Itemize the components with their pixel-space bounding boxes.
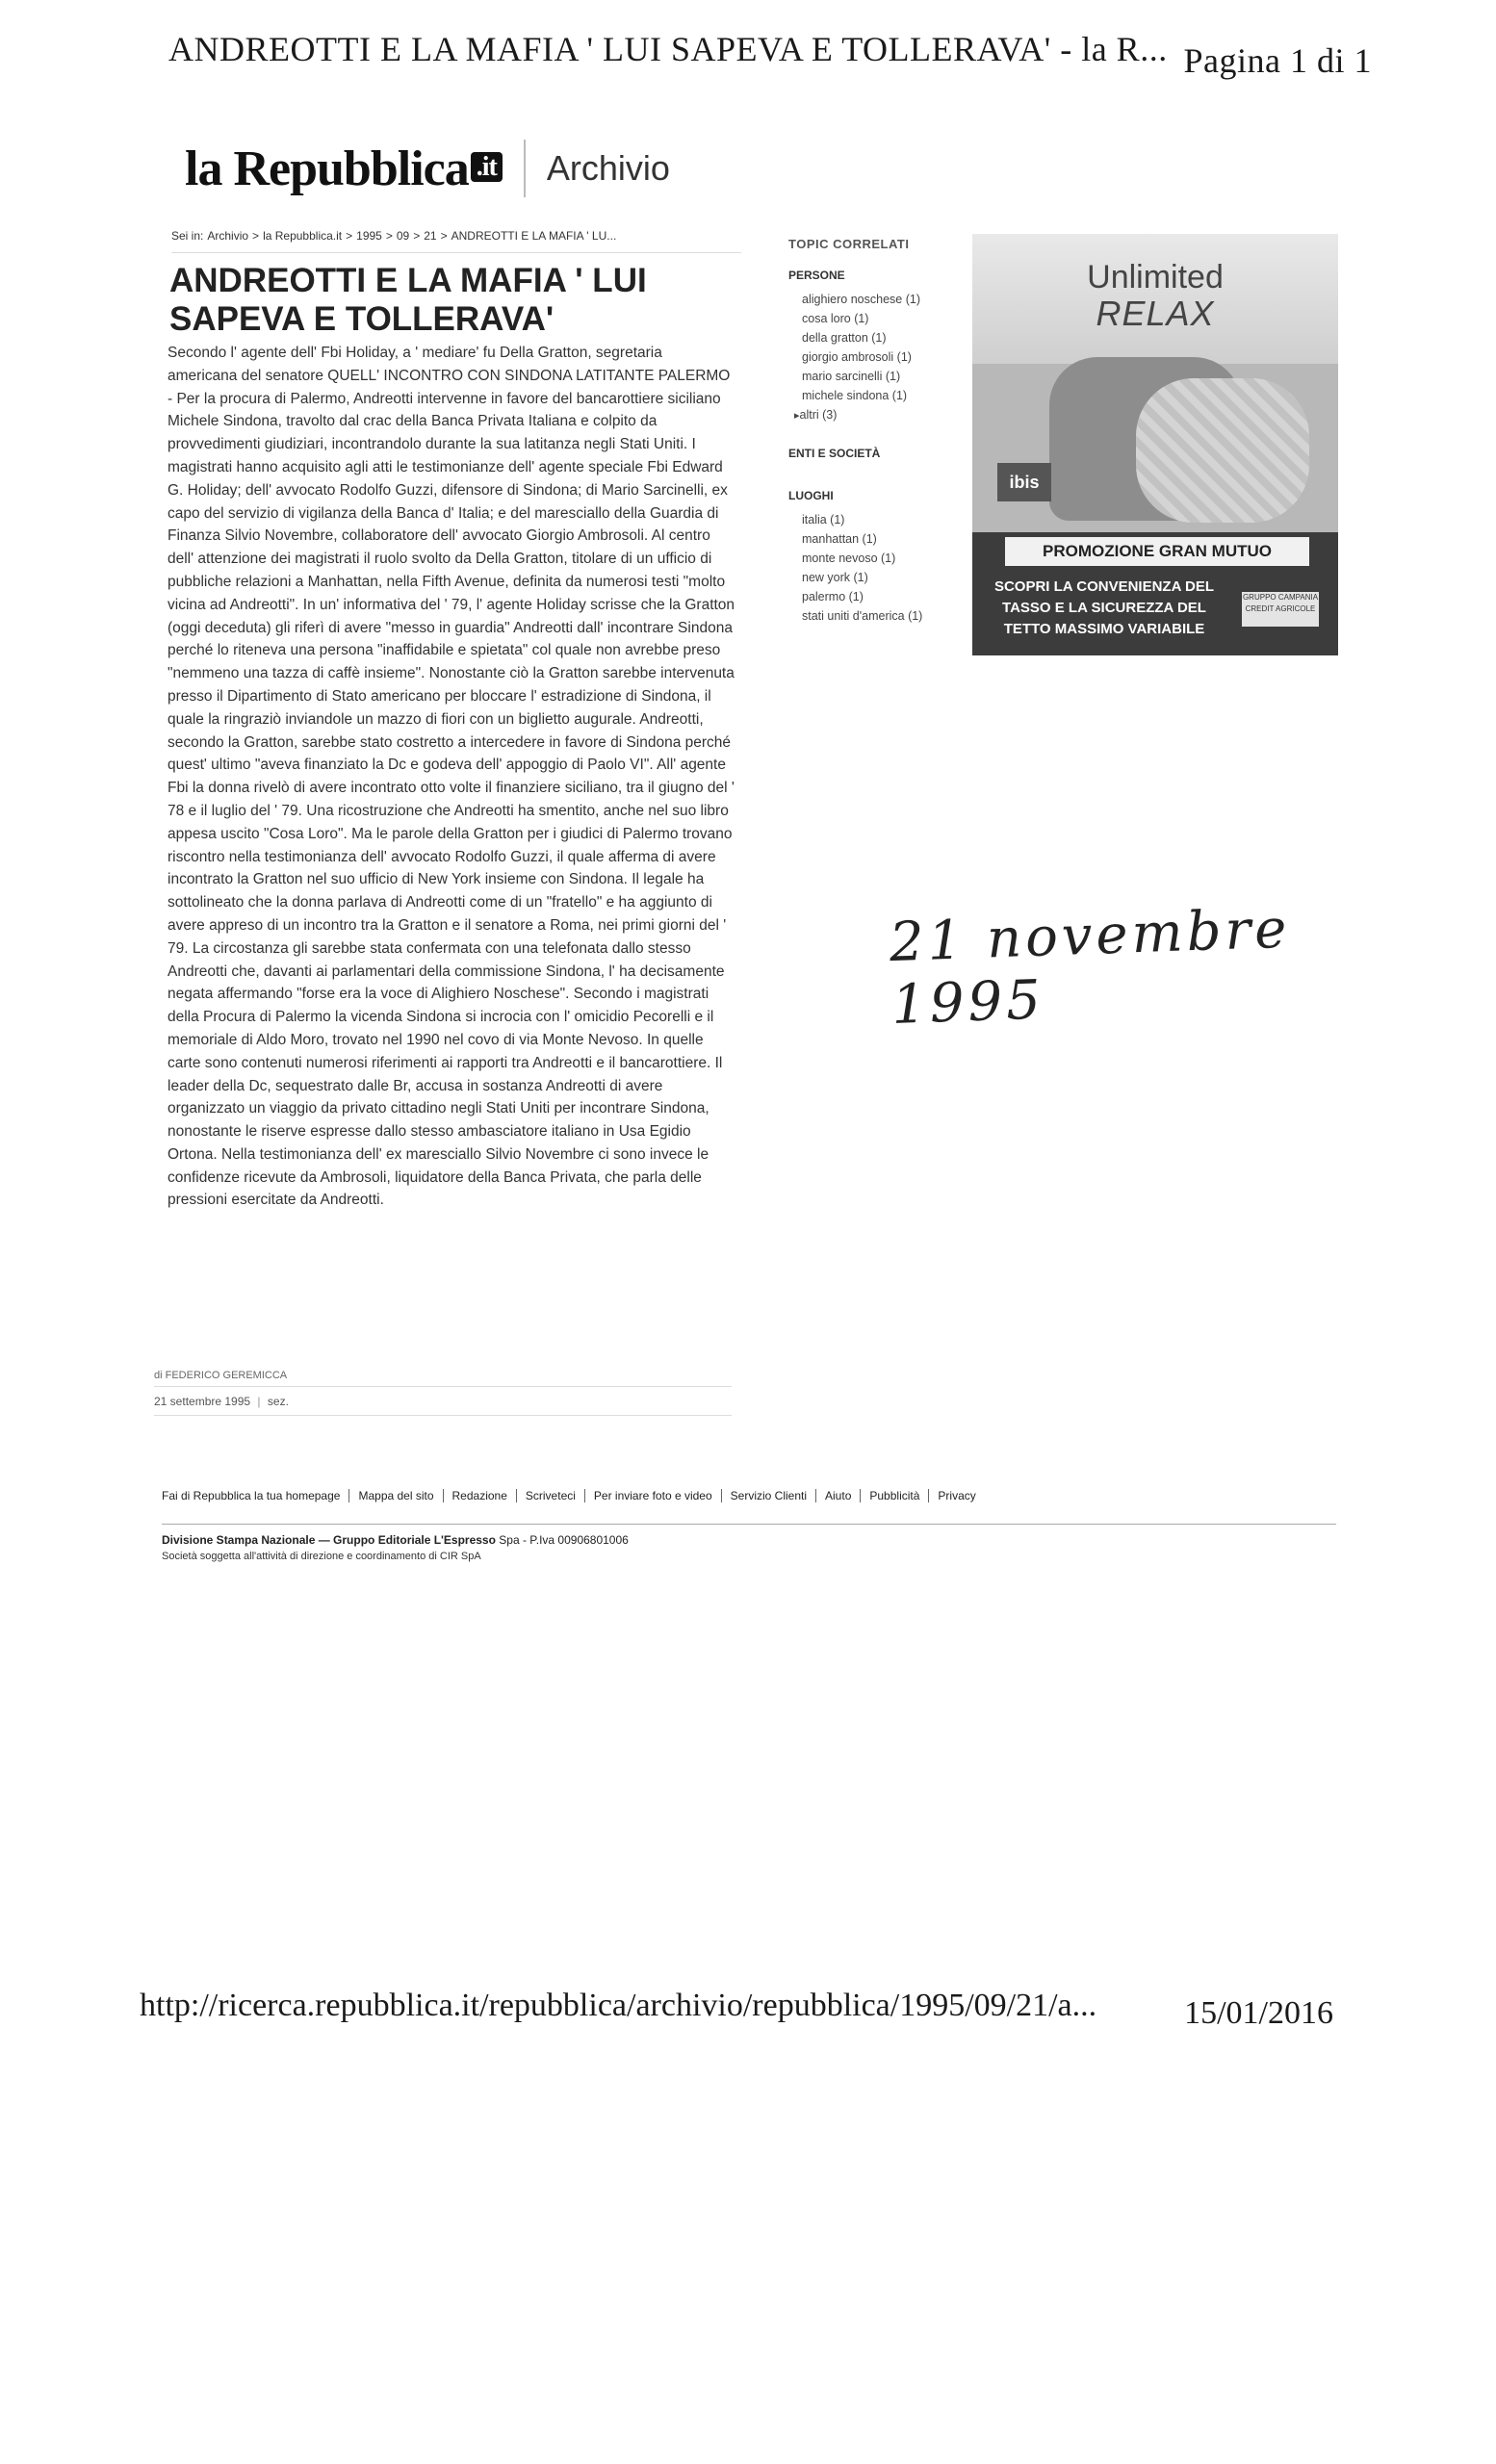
handwritten-annotation: 21 novembre 1995 <box>888 897 1292 1038</box>
article-title: ANDREOTTI E LA MAFIA ' LUI SAPEVA E TOLLERAVA' <box>169 262 647 338</box>
breadcrumb-day[interactable]: 21 <box>424 229 437 243</box>
article-byline: di FEDERICO GEREMICCA <box>154 1370 288 1381</box>
logo-main: la Repubblica <box>185 141 469 196</box>
footer-links <box>162 1489 1086 1502</box>
logo-divider <box>524 140 526 197</box>
ad-bank-logo: GRUPPO CAMPANIA CREDIT AGRICOLE <box>1242 592 1319 627</box>
ad-subheadline: RELAX <box>1096 294 1215 333</box>
topic-link[interactable]: manhattan (1) <box>802 532 877 546</box>
topic-link[interactable]: stati uniti d'america (1) <box>802 609 923 623</box>
print-header <box>168 29 1372 80</box>
breadcrumb-year[interactable]: 1995 <box>356 229 382 243</box>
footer-link[interactable]: Fai di Repubblica la tua homepage <box>162 1489 341 1502</box>
article-date-row: 21 settembre 1995 | sez. <box>154 1395 289 1408</box>
ad-brand-logo: ibis <box>997 463 1051 501</box>
footer-link[interactable]: Scriveteci <box>516 1489 584 1502</box>
print-footer <box>140 1988 1333 2031</box>
topic-link[interactable]: giorgio ambrosoli (1) <box>802 350 912 364</box>
topic-link[interactable]: mario sarcinelli (1) <box>802 370 901 383</box>
article-body: Secondo l' agente dell' Fbi Holiday, a ' mediare' fu Della Gratton, segretaria americana del senatore QUELL' INCONTRO CON SINDONA LATITANTE PALERMO - Per la procura di Palermo, Andreotti intervenne in favore del bancarottiere siciliano Michele Sindona, travolto dal crac della Banca Privata Italiana e colpito da provvedimenti giudiziari, incontrandolo durante la sua latitanza negli Stati Uniti. I magistrati hanno acquisito agli atti le testimonianze dell' agente speciale Fbi Edward G. Holiday; dell' avvocato Rodolfo Guzzi, difensore di Sindona; di Mario Sarcinelli, ex capo del servizio di vigilanza della Banca d' Italia; e del maresciallo della Guardia di Finanza Silvio Novembre, collaboratore dell' avvocato Giorgio Ambrosoli. Al centro dell' attenzione dei magistrati il ruolo svolto da Della Gratton, titolare di un ufficio di pubbliche relazioni a Manhattan, nella Fifth Avenue, definita da numerosi testi "molto vicina ad Andreotti". In un' informativa del ' 79, l' agente Holiday scrisse che la Gratton (oggi deceduta) gli riferì di avere "messo in guardia" Andreotti dall' incontrare Sindona perché lo riteneva una persona "inaffidabile e spietata" col quale non avrebbe preso "nemmeno una tazza di caffè insieme". Nonostante ciò la Gratton sarebbe intervenuta presso il Dipartimento di Stato americano per bloccare l' estradizione di Sindona, il quale la ringraziò inviandole un mazzo di fiori con un biglietto augurale. Andreotti, secondo la Gratton, sarebbe stato costretto a intercedere in favore di Sindona perché quest' ultimo "aveva finanziato la Dc e godeva dell' appoggio di Paolo VI". All' agente Fbi la donna rivelò di avere incontrato otto volte il finanziere siciliano, tra il giugno del ' 78 e il luglio del ' 79. Una ricostruzione che Andreotti ha smentito, anche nel suo libro appesa uscito "Cosa Loro". Ma le parole della Gratton per i giudici di Palermo trovano riscontro nella testimonianza dell' avvocato Rodolfo Guzzi, il quale afferma di avere incontrato la Gratton nel suo ufficio di New York insieme con Sindona. Il legale ha sottolineato che la donna parlava di Andreotti come di un "fratello" e ha aggiunto di avere appreso di un incontro tra la Gratton e il senatore a Roma, nei primi giorni del ' 79. La circostanza gli sarebbe stata confermata con una telefonata dallo stesso Andreotti che, davanti ai parlamentari della commissione Sindona, l' ha decisamente negata affermando "forse era la voce di Alighiero Noschese". Secondo i magistrati della Procura di Palermo la vicenda Sindona si incrocia con l' omicidio Pecorelli e il memoriale di Aldo Moro, trovato nel 1990 nel covo di via Monte Nevoso. In quelle carte sono contenuti numerosi riferimenti ai rapporti tra Andreotti e il bancarottiere. Il leader della Dc, sequestrato dalle Br, accusa in sostanza Andreotti di avere organizzato un viaggio da privato cittadino negli Stati Uniti per incontrare Sindona, nonostante le riserve espresse dallo stesso ambasciatore italiano in Usa Egidio Ortona. Nella testimonianza dell' ex maresciallo Silvio Novembre ci sono invece le confidenze ricevute da Ambrosoli, liquidatore della Banca Privata, che parla delle pressioni esercitate da Andreotti. <box>168 345 735 1209</box>
footer-link[interactable]: Pubblicità <box>860 1489 928 1502</box>
article-date: 21 settembre 1995 <box>154 1395 251 1408</box>
company-name: Divisione Stampa Nazionale — Gruppo Editoriale L'Espresso <box>162 1533 496 1547</box>
breadcrumb-separator: > <box>440 229 448 243</box>
related-topics-heading: TOPIC CORRELATI <box>788 237 910 251</box>
site-header <box>185 135 670 202</box>
topic-link[interactable]: italia (1) <box>802 513 845 526</box>
breadcrumb-separator: > <box>385 229 393 243</box>
section-title: Archivio <box>546 148 670 188</box>
ad-headline: Unlimited <box>1087 259 1224 295</box>
ad-promo-label: PROMOZIONE GRAN MUTUO <box>1005 537 1309 566</box>
topic-link[interactable]: alighiero noschese (1) <box>802 293 920 306</box>
print-url: http://ricerca.repubblica.it/repubblica/archivio/repubblica/1995/09/21/a... <box>140 1988 1097 2023</box>
persone-heading: PERSONE <box>788 269 845 282</box>
divider <box>154 1386 732 1387</box>
topic-link[interactable]: cosa loro (1) <box>802 312 869 325</box>
footer-link[interactable]: Aiuto <box>815 1489 860 1502</box>
print-title: ANDREOTTI E LA MAFIA ' LUI SAPEVA E TOLLERAVA' - la R... <box>168 30 1168 68</box>
print-page-number: Pagina 1 di 1 <box>1183 41 1372 80</box>
divider <box>154 1415 732 1416</box>
breadcrumb-separator: > <box>252 229 260 243</box>
footer-link[interactable]: Per inviare foto e video <box>584 1489 721 1502</box>
topic-link[interactable]: michele sindona (1) <box>802 389 908 402</box>
breadcrumb-month[interactable]: 09 <box>396 229 410 243</box>
company-info <box>162 1533 629 1547</box>
breadcrumb-current: ANDREOTTI E LA MAFIA ' LU... <box>451 229 617 243</box>
luoghi-heading: LUOGHI <box>788 489 834 502</box>
topic-link[interactable]: monte nevoso (1) <box>802 552 896 565</box>
print-date: 15/01/2016 <box>1184 1995 1333 2031</box>
footer-link[interactable]: Privacy <box>928 1489 984 1502</box>
footer-link[interactable]: Mappa del sito <box>348 1489 442 1502</box>
divider <box>162 1524 1336 1525</box>
repubblica-logo[interactable] <box>185 141 503 197</box>
breadcrumb-archivio[interactable]: Archivio <box>207 229 249 243</box>
advertisement-banner[interactable] <box>972 234 1338 655</box>
ad-knit-image <box>1136 378 1309 523</box>
enti-heading: ENTI E SOCIETÀ <box>788 447 881 460</box>
ad-copy: SCOPRI LA CONVENIENZA DEL TASSO E LA SICUREZZA DEL TETTO MASSIMO VARIABILE <box>993 578 1215 637</box>
company-control-note: Società soggetta all'attività di direzione e coordinamento di CIR SpA <box>162 1551 481 1562</box>
breadcrumb-separator: > <box>413 229 421 243</box>
topic-link[interactable]: della gratton (1) <box>802 331 887 345</box>
breadcrumb-repubblica[interactable]: la Repubblica.it <box>263 229 343 243</box>
breadcrumb-prefix: Sei in: <box>171 229 204 243</box>
footer-link[interactable]: Servizio Clienti <box>721 1489 815 1502</box>
company-vat: Spa - P.Iva 00906801006 <box>495 1533 629 1547</box>
logo-suffix: .it <box>471 152 503 182</box>
breadcrumb <box>171 229 620 243</box>
divider <box>171 252 741 253</box>
topic-more-link[interactable]: ▸ altri (3) <box>802 405 942 425</box>
topic-link[interactable]: palermo (1) <box>802 590 864 603</box>
topic-link[interactable]: new york (1) <box>802 571 868 584</box>
article-section: sez. <box>267 1395 289 1408</box>
related-topics <box>788 237 942 626</box>
footer-link[interactable]: Redazione <box>443 1489 516 1502</box>
breadcrumb-separator: > <box>346 229 353 243</box>
